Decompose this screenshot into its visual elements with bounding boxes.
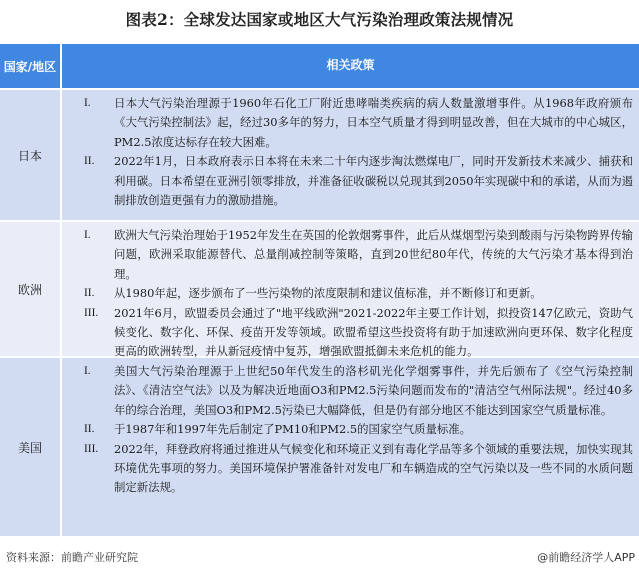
policy-item [84,284,633,303]
item-number: I. [84,97,91,109]
header-policy: 相关政策 [326,58,375,73]
policy-cell [62,358,639,536]
policy-item [84,440,633,498]
footer [6,549,635,565]
table-row-japan [0,90,639,222]
policy-item [84,304,633,362]
item-text: 于1987年和1997年先后制定了PM10和PM2.5的国家空气质量标准。 [114,422,472,437]
item-text: 2022年1月，日本政府表示日本将在未来二十年内逐步淘汰燃煤电厂，同时开发新技术来减少、捕获和利用碳。日本希望在亚洲引领零排放，并准备征收碳税以兑现其到2050年实现碳中和的承诺，从而为遏制排放创造更强有力的激励措施。 [114,154,633,208]
item-text: 日本大气污染治理源于1960年石化工厂附近患哮喘类疾病的病人数量激增事件。从1968年政府颁布《大气污染控制法》起，经过30多年的努力，日本空气质量才得到明显改善，但在大城市的中心城区，PM2.5浓度达标存在较大困难。 [114,96,633,149]
policy-item [84,94,633,152]
item-number: II. [84,423,95,436]
item-number: I. [84,365,91,377]
policy-table [0,44,639,538]
policy-item [84,226,633,284]
policy-cell [62,90,639,220]
item-number: I. [84,229,91,241]
table-row-us [0,358,639,538]
policy-item [84,152,633,210]
item-text: 美国大气污染治理源于上世纪50年代发生的洛杉矶光化学烟雾事件，并先后颁布了《空气污染控制法》、《清洁空气法》以及为解决近地面O3和PM2.5污染问题而发布的"清洁空气州际法规"。经过40多年的综合治理，美国O3和PM2.5污染已大幅降低，但是仍有部分地区不能达到国家空气质量标准。 [114,364,633,417]
source-note: 资料来源：前瞻产业研究院 [6,551,138,564]
item-text: 欧洲大气污染治理始于1952年发生在英国的伦敦烟雾事件，此后从煤烟型污染到酸雨与污染物跨界传输问题，欧洲采取能源替代、总量削减控制等策略，直到20世纪80年代，传统的大气污染才基本得到治理。 [114,228,633,281]
chart-title: 图表2：全球发达国家或地区大气污染治理政策法规情况 [125,10,514,29]
item-number: II. [84,287,95,300]
table-header [0,44,639,90]
credit-note: @前瞻经济学人APP [537,551,635,564]
header-region: 国家/地区 [0,44,62,88]
policy-cell [62,222,639,359]
policy-item [84,362,633,420]
region-cell: 美国 [0,358,62,536]
region-cell: 欧洲 [0,222,62,356]
item-number: II. [84,155,95,168]
item-text: 2022年，拜登政府将通过推进从气候变化和环境正义到有毒化学品等多个领域的重要法规，加快实现其环境优先事项的努力。美国环境保护署准备针对发电厂和车辆造成的空气污染以及一些不同的水质问题制定新法规。 [114,441,633,495]
table-row-europe [0,222,639,358]
policy-item [84,420,633,439]
region-cell: 日本 [0,90,62,220]
item-number: III. [84,306,99,319]
item-number: III. [84,442,99,455]
item-text: 从1980年起，逐步颁布了一些污染物的浓度限制和建议值标准，并不断修订和更新。 [114,286,542,301]
item-text: 2021年6月，欧盟委员会通过了"地平线欧洲"2021-2022年主要工作计划，拟投资147亿欧元，资助气候变化、数字化、环保、疫苗开发等领域。欧盟希望这些投资将有助于加速欧洲向更环保、数字化程度更高的欧洲转型，并从新冠疫情中复苏，增强欧盟抵御未来危机的能力。 [114,305,633,359]
